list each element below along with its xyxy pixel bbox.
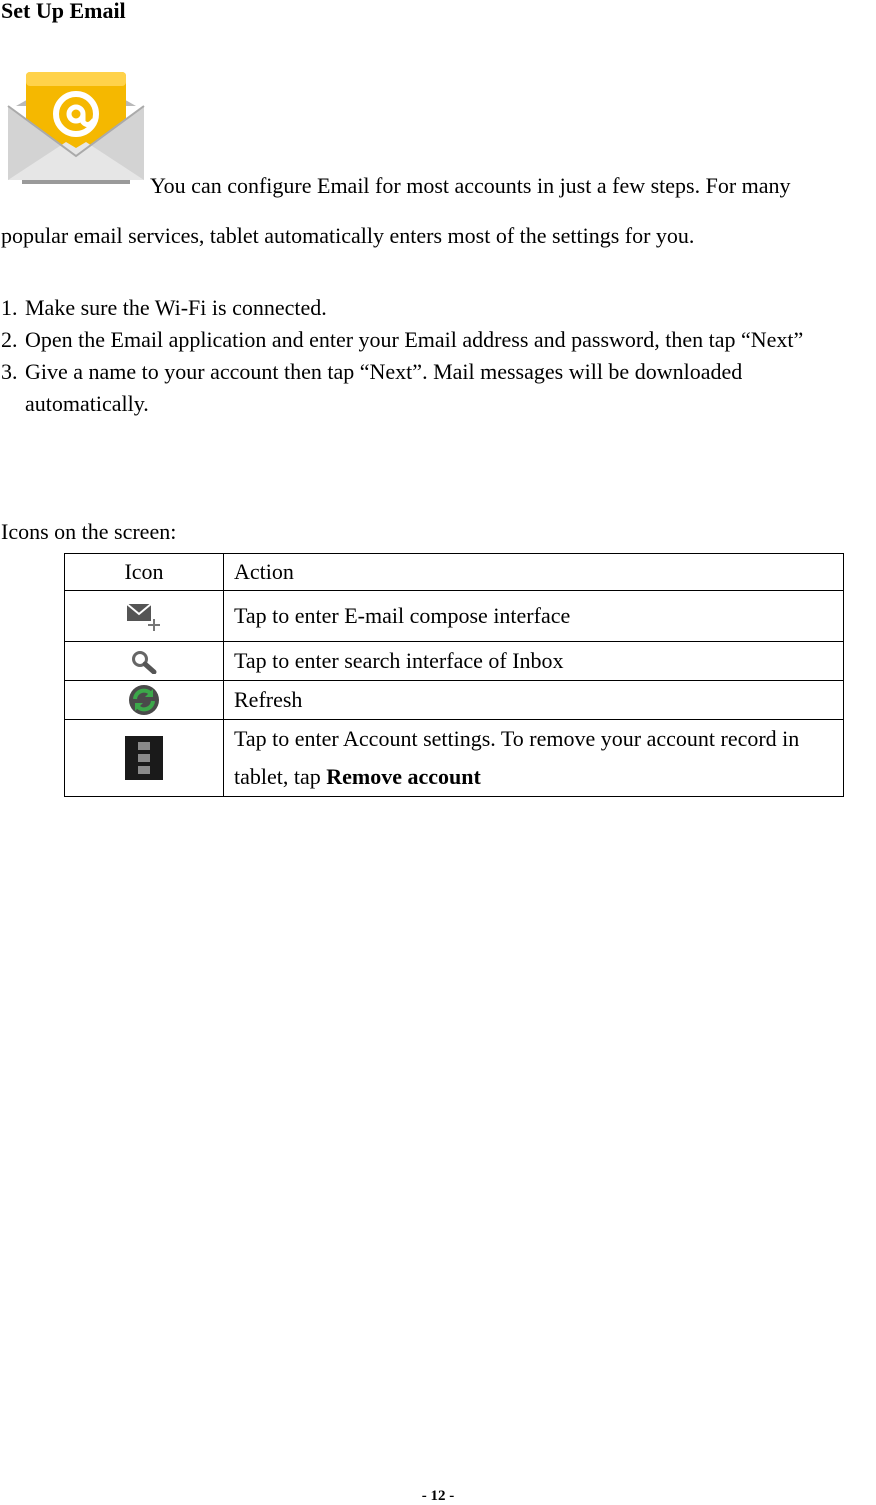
- table-row: [65, 720, 844, 797]
- action-cell: [224, 720, 844, 797]
- action-text: Tap to enter Account settings. To remove your account record in tablet, tap: [234, 726, 800, 789]
- step-text: Give a name to your account then tap “Next”. Mail messages will be downloaded automatically.: [25, 359, 743, 416]
- compose-mail-icon: [124, 601, 164, 631]
- list-item: [1, 324, 861, 356]
- icon-cell: [65, 591, 224, 642]
- intro-text-line1: You can configure Email for most accounts in just a few steps. For many: [150, 173, 791, 198]
- icon-cell: [65, 642, 224, 681]
- refresh-icon: [127, 684, 161, 716]
- icons-table: [64, 553, 844, 797]
- icon-cell: [65, 681, 224, 720]
- list-item: [1, 292, 861, 324]
- step-number: 3.: [1, 359, 18, 384]
- icon-cell: [65, 720, 224, 797]
- action-cell: Tap to enter search interface of Inbox: [224, 642, 844, 681]
- search-icon: [129, 650, 159, 674]
- page-number: - 12 -: [421, 1488, 455, 1504]
- setup-steps-list: [1, 292, 861, 420]
- table-row: [65, 642, 844, 681]
- action-column-header: Action: [224, 554, 844, 591]
- table-row: [65, 681, 844, 720]
- intro-text-line2: popular email services, tablet automatically enters most of the settings for you.: [1, 223, 695, 248]
- action-cell: Tap to enter E-mail compose interface: [224, 591, 844, 642]
- step-number: 2.: [1, 327, 18, 352]
- icon-column-header: Icon: [65, 554, 224, 591]
- remove-account-label: Remove account: [326, 764, 481, 789]
- step-text: Make sure the Wi-Fi is connected.: [25, 295, 327, 320]
- table-header-row: [65, 554, 844, 591]
- action-cell: Refresh: [224, 681, 844, 720]
- step-number: 1.: [1, 295, 18, 320]
- icons-section-heading: Icons on the screen:: [1, 519, 177, 544]
- step-text: Open the Email application and enter your Email address and password, then tap “Next”: [25, 327, 804, 352]
- email-app-icon: [4, 44, 148, 186]
- table-row: [65, 591, 844, 642]
- list-item: [1, 356, 861, 420]
- page-title: Set Up Email: [1, 0, 126, 23]
- menu-icon: [125, 736, 163, 780]
